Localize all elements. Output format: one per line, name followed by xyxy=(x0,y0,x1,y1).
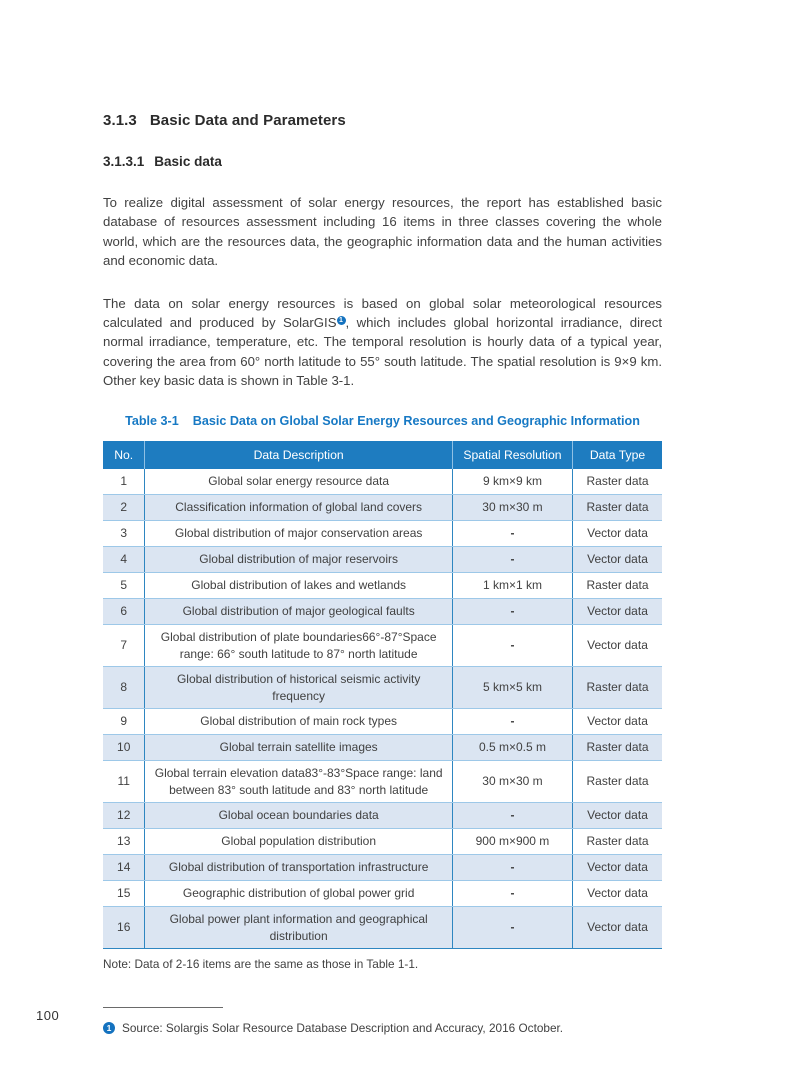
paragraph-2 xyxy=(103,294,662,391)
cell-no: 6 xyxy=(103,599,145,625)
footnote-divider xyxy=(103,1007,223,1008)
footnote-reference-marker: 1 xyxy=(337,316,346,325)
cell-description: Global distribution of major reservoirs xyxy=(145,547,452,573)
cell-description: Global solar energy resource data xyxy=(145,469,452,495)
table-row xyxy=(103,625,662,667)
cell-type: Vector data xyxy=(573,907,662,949)
cell-description: Global distribution of lakes and wetlands xyxy=(145,573,452,599)
cell-no: 8 xyxy=(103,667,145,709)
cell-type: Raster data xyxy=(573,495,662,521)
paragraph-2-text-before: The data on solar energy resources is based on global solar meteorological resources calculated and produced by SolarGIS xyxy=(103,295,662,331)
cell-description: Global terrain elevation data83°-83°Space range: land between 83° south latitude and 83° north latitude xyxy=(145,761,452,803)
cell-type: Vector data xyxy=(573,855,662,881)
table-note: Note: Data of 2-16 items are the same as those in Table 1-1. xyxy=(103,957,419,972)
table-row xyxy=(103,829,662,855)
cell-resolution: - xyxy=(452,521,572,547)
cell-resolution: - xyxy=(452,881,572,907)
cell-resolution: 0.5 m×0.5 m xyxy=(452,735,572,761)
cell-resolution: - xyxy=(452,855,572,881)
cell-resolution: - xyxy=(452,547,572,573)
table-row xyxy=(103,907,662,949)
cell-no: 4 xyxy=(103,547,145,573)
cell-no: 2 xyxy=(103,495,145,521)
table-row xyxy=(103,469,662,495)
cell-no: 5 xyxy=(103,573,145,599)
cell-resolution: - xyxy=(452,709,572,735)
cell-type: Vector data xyxy=(573,709,662,735)
cell-no: 9 xyxy=(103,709,145,735)
cell-resolution: - xyxy=(452,625,572,667)
section-heading xyxy=(103,112,662,129)
cell-type: Raster data xyxy=(573,829,662,855)
cell-no: 3 xyxy=(103,521,145,547)
cell-resolution: 900 m×900 m xyxy=(452,829,572,855)
cell-description: Global distribution of major conservation areas xyxy=(145,521,452,547)
cell-no: 15 xyxy=(103,881,145,907)
table-header-row xyxy=(103,441,662,469)
cell-type: Raster data xyxy=(573,573,662,599)
section-number: 3.1.3 xyxy=(103,112,137,129)
cell-description: Classification information of global land covers xyxy=(145,495,452,521)
cell-resolution: - xyxy=(452,907,572,949)
cell-description: Global distribution of major geological faults xyxy=(145,599,452,625)
cell-no: 16 xyxy=(103,907,145,949)
cell-type: Vector data xyxy=(573,547,662,573)
cell-no: 13 xyxy=(103,829,145,855)
column-header-resolution: Spatial Resolution xyxy=(452,441,572,469)
table-row xyxy=(103,855,662,881)
footnote-marker: 1 xyxy=(103,1022,115,1034)
cell-description: Global distribution of main rock types xyxy=(145,709,452,735)
cell-resolution: 5 km×5 km xyxy=(452,667,572,709)
cell-resolution: - xyxy=(452,803,572,829)
table-row xyxy=(103,803,662,829)
page-content xyxy=(103,112,662,1035)
cell-description: Global terrain satellite images xyxy=(145,735,452,761)
cell-description: Global population distribution xyxy=(145,829,452,855)
column-header-description: Data Description xyxy=(145,441,452,469)
cell-resolution: 1 km×1 km xyxy=(452,573,572,599)
paragraph-1: To realize digital assessment of solar energy resources, the report has established basic database of resources assessment including 16 items in three classes covering the whole world, which are the resources data, the geographic information data and the human activities and economic data. xyxy=(103,195,662,269)
cell-description: Global distribution of transportation infrastructure xyxy=(145,855,452,881)
column-header-type: Data Type xyxy=(573,441,662,469)
table-body xyxy=(103,469,662,949)
cell-description: Global distribution of plate boundaries66°-87°Space range: 66° south latitude to 87° north latitude xyxy=(145,625,452,667)
subsection-title: Basic data xyxy=(154,154,222,169)
table-title xyxy=(103,414,662,428)
cell-type: Vector data xyxy=(573,625,662,667)
cell-no: 14 xyxy=(103,855,145,881)
cell-no: 11 xyxy=(103,761,145,803)
cell-no: 10 xyxy=(103,735,145,761)
table-row xyxy=(103,495,662,521)
footnote xyxy=(103,1021,662,1035)
table-row xyxy=(103,709,662,735)
cell-type: Raster data xyxy=(573,667,662,709)
cell-resolution: - xyxy=(452,599,572,625)
data-table xyxy=(103,441,662,950)
cell-resolution: 9 km×9 km xyxy=(452,469,572,495)
cell-type: Vector data xyxy=(573,599,662,625)
cell-resolution: 30 m×30 m xyxy=(452,495,572,521)
paragraph-2-text-after: , which includes global horizontal irradiance, direct normal irradiance, temperature, etc. The temporal resolution is hourly data of a typical year, covering the area from 60° north latitude to 55° south latitude. The spatial resolution is 9×9 km. Other key basic data is shown in Table 3-1. xyxy=(103,315,662,389)
page-number: 100 xyxy=(36,1008,60,1023)
subsection-number: 3.1.3.1 xyxy=(103,154,145,169)
table-row xyxy=(103,881,662,907)
cell-description: Global power plant information and geographical distribution xyxy=(145,907,452,949)
subsection-heading xyxy=(103,154,662,169)
table-row xyxy=(103,521,662,547)
table-row xyxy=(103,573,662,599)
cell-type: Raster data xyxy=(573,761,662,803)
footnote-text: Source: Solargis Solar Resource Database Description and Accuracy, 2016 October. xyxy=(122,1021,564,1036)
cell-description: Geographic distribution of global power grid xyxy=(145,881,452,907)
table-row xyxy=(103,667,662,709)
cell-no: 1 xyxy=(103,469,145,495)
cell-type: Vector data xyxy=(573,881,662,907)
cell-type: Vector data xyxy=(573,521,662,547)
cell-description: Global ocean boundaries data xyxy=(145,803,452,829)
cell-description: Global distribution of historical seismic activity frequency xyxy=(145,667,452,709)
cell-type: Vector data xyxy=(573,803,662,829)
cell-no: 7 xyxy=(103,625,145,667)
cell-type: Raster data xyxy=(573,735,662,761)
table-row xyxy=(103,761,662,803)
table-row xyxy=(103,599,662,625)
table-title-number: Table 3-1 xyxy=(125,413,179,428)
table-title-text: Basic Data on Global Solar Energy Resources and Geographic Information xyxy=(192,413,640,428)
cell-resolution: 30 m×30 m xyxy=(452,761,572,803)
cell-no: 12 xyxy=(103,803,145,829)
column-header-no: No. xyxy=(103,441,145,469)
table-row xyxy=(103,547,662,573)
table-header xyxy=(103,441,662,469)
cell-type: Raster data xyxy=(573,469,662,495)
table-row xyxy=(103,735,662,761)
section-title: Basic Data and Parameters xyxy=(149,112,346,129)
